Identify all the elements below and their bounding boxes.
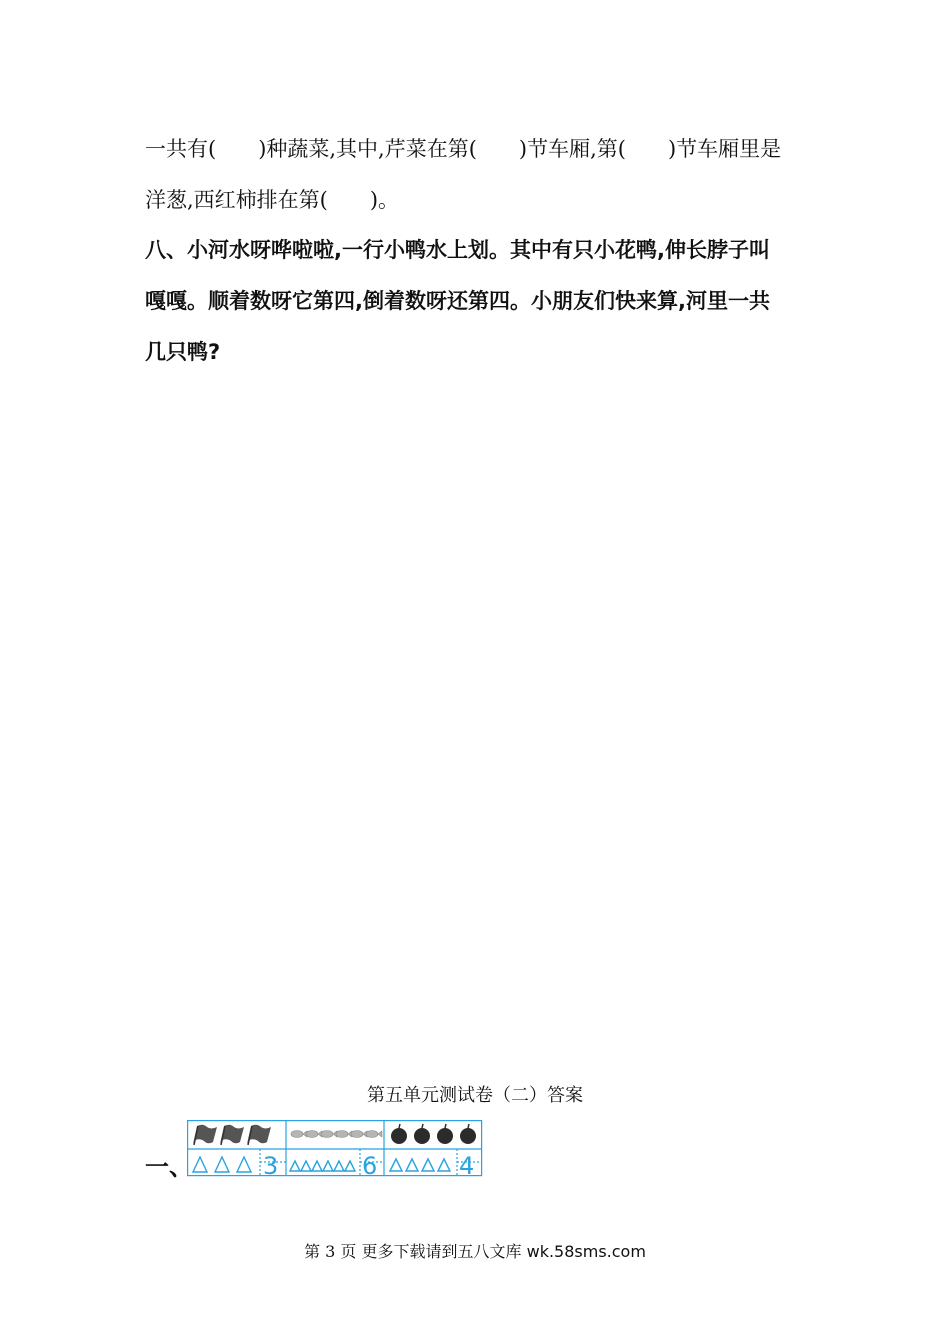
problem8-line3: 几只鸭? bbox=[145, 340, 221, 364]
footer bbox=[0, 1242, 950, 1262]
answer-number: 3 bbox=[263, 1152, 279, 1178]
answer-title: 第五单元测试卷（二）答案 bbox=[367, 1085, 583, 1106]
apple-icon-group bbox=[391, 1124, 476, 1144]
apple-icon bbox=[460, 1124, 476, 1144]
flag-icon bbox=[220, 1125, 244, 1145]
fish-icon bbox=[291, 1131, 307, 1138]
apple-icon bbox=[414, 1124, 430, 1144]
fish-icon-group bbox=[291, 1131, 382, 1138]
answer-number: 4 bbox=[459, 1152, 475, 1178]
problem7-line2: 洋葱,西红柿排在第( )。 bbox=[145, 188, 400, 212]
problem8-line2: 嘎嘎。顺着数呀它第四,倒着数呀还第四。小朋友们快来算,河里一共 bbox=[145, 289, 770, 313]
problem7-line1: 一共有( )种蔬菜,其中,芹菜在第( )节车厢,第( )节车厢里是 bbox=[145, 137, 782, 161]
triangle-icon bbox=[406, 1159, 418, 1171]
footer-site-link[interactable]: wk.58sms.com bbox=[526, 1242, 646, 1261]
flag-icon bbox=[193, 1125, 217, 1145]
answer-figure bbox=[187, 1120, 483, 1182]
triangle-icon bbox=[334, 1161, 344, 1171]
triangle-icon bbox=[323, 1161, 333, 1171]
triangle-icon bbox=[345, 1161, 355, 1171]
fish-icon bbox=[321, 1131, 337, 1138]
problem8-line1: 八、小河水呀哗啦啦,一行小鸭水上划。其中有只小花鸭,伸长脖子叫 bbox=[145, 238, 770, 262]
fish-icon bbox=[351, 1131, 367, 1138]
triangle-icon bbox=[193, 1157, 207, 1172]
triangle-icon bbox=[301, 1161, 311, 1171]
footer-page-text: 第 3 页 更多下载请到五八文库 bbox=[304, 1242, 527, 1261]
triangle-icon bbox=[312, 1161, 322, 1171]
triangle-icon-group bbox=[193, 1157, 450, 1172]
flag-icon-group bbox=[193, 1125, 271, 1145]
answer-grid bbox=[187, 1120, 483, 1178]
question1-label: 一、 bbox=[145, 1153, 193, 1181]
apple-icon bbox=[391, 1124, 407, 1144]
flag-icon bbox=[247, 1125, 271, 1145]
triangle-icon bbox=[290, 1161, 300, 1171]
triangle-icon bbox=[390, 1159, 402, 1171]
answer-number: 6 bbox=[362, 1152, 378, 1178]
triangle-icon bbox=[237, 1157, 251, 1172]
fish-icon bbox=[366, 1131, 382, 1138]
triangle-icon bbox=[215, 1157, 229, 1172]
fish-icon bbox=[306, 1131, 322, 1138]
fish-icon bbox=[336, 1131, 352, 1138]
apple-icon bbox=[437, 1124, 453, 1144]
triangle-icon bbox=[438, 1159, 450, 1171]
triangle-icon bbox=[422, 1159, 434, 1171]
